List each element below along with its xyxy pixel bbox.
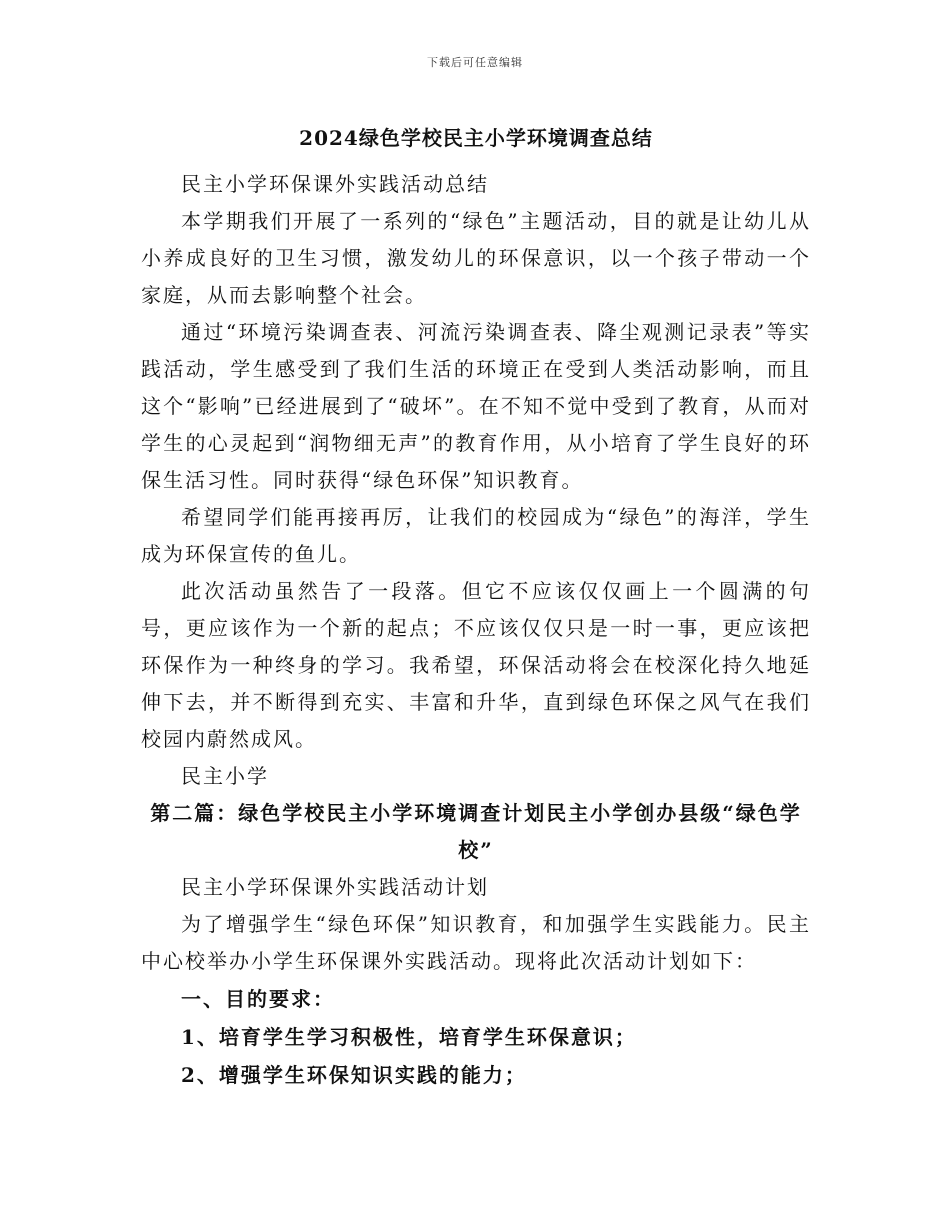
part1-paragraph-1: 本学期我们开展了一系列的“绿色”主题活动，目的就是让幼儿从小养成良好的卫生习惯，激发幼儿的环保意识，以一个孩子带动一个家庭，从而去影响整个社会。 bbox=[141, 209, 811, 307]
part2-subtitle: 民主小学环保课外实践活动计划 bbox=[181, 875, 489, 899]
part1-paragraph-3: 希望同学们能再接再厉，让我们的校园成为“绿色”的海洋，学生成为环保宣传的鱼儿。 bbox=[141, 505, 811, 566]
part1-paragraph-4: 此次活动虽然告了一段落。但它不应该仅仅画上一个圆满的句号，更应该作为一个新的起点；不应该仅仅只是一时一事，更应该把环保作为一种终身的学习。我希望，环保活动将会在校深化持久地延伸下去，并不断得到充实、丰富和升华，直到绿色环保之风气在我们校园内蔚然成风。 bbox=[141, 579, 811, 751]
section1-title: 一、目的要求： bbox=[181, 987, 335, 1011]
list-item-2: 2、增强学生环保知识实践的能力； bbox=[181, 1063, 527, 1087]
part1-signature: 民主小学 bbox=[181, 764, 269, 788]
document-body bbox=[141, 118, 811, 1094]
header-note: 下载后可任意编辑 bbox=[427, 56, 523, 69]
part2-intro: 为了增强学生“绿色环保”知识教育，和加强学生实践能力。民主中心校举办小学生环保课外实践活动。现将此次活动计划如下： bbox=[141, 912, 811, 973]
part1-subtitle: 民主小学环保课外实践活动总结 bbox=[181, 172, 489, 196]
part2-heading: 第二篇：绿色学校民主小学环境调查计划民主小学创办县级“绿色学校” bbox=[150, 801, 802, 862]
list-item-1: 1、培育学生学习积极性，培育学生环保意识； bbox=[181, 1025, 637, 1049]
part1-paragraph-2: 通过“环境污染调查表、河流污染调查表、降尘观测记录表”等实践活动，学生感受到了我们生活的环境正在受到人类活动影响，而且这个“影响”已经进展到了“破坏”。在不知不觉中受到了教育，从而对学生的心灵起到“润物细无声”的教育作用，从小培育了学生良好的环保生活习性。同时获得“绿色环保”知识教育。 bbox=[141, 320, 811, 492]
document-title: 2024绿色学校民主小学环境调查总结 bbox=[299, 126, 653, 150]
